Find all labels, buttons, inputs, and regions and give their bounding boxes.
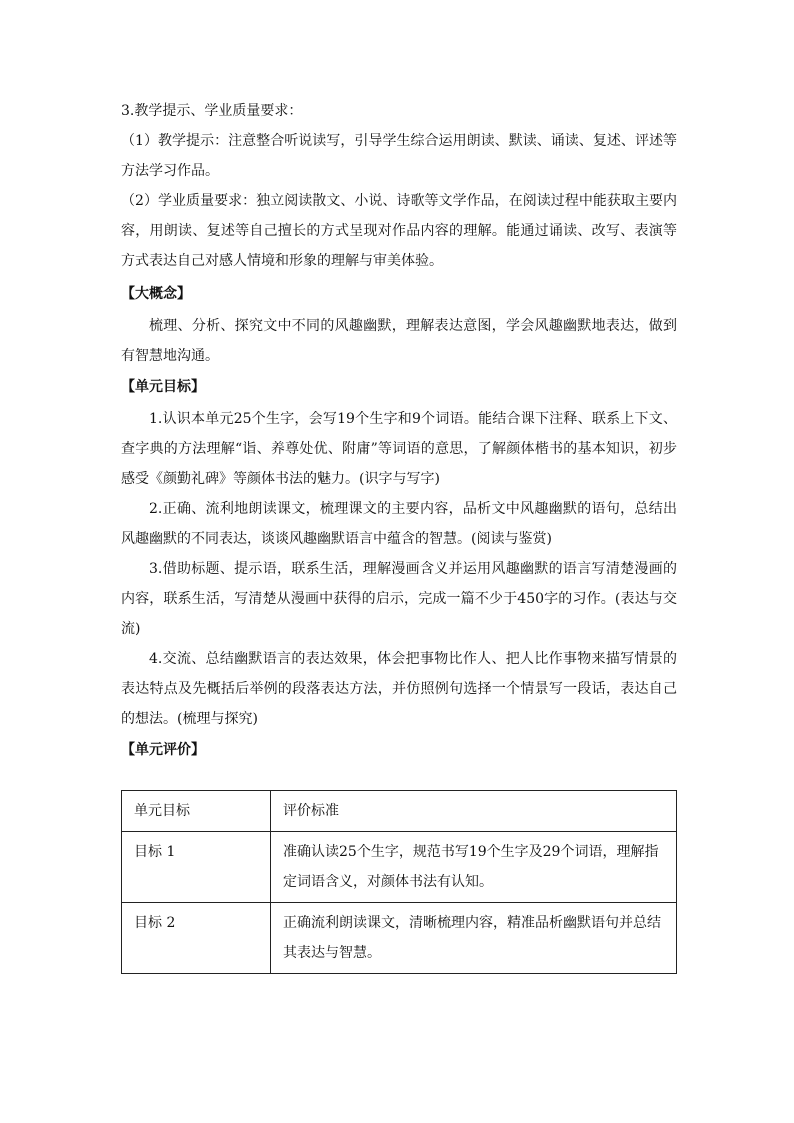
quality-requirements-paragraph: （2）学业质量要求：独立阅读散文、小说、诗歌等文学作品，在阅读过程中能获取主要内容，用朗读、复述等自己擅长的方式呈现对作品内容的理解。能通过诵读、改写、表演等方式表达自己对感人情境和形象的理解与审美体验。 xyxy=(121,193,677,269)
teaching-tips-paragraph: （1）教学提示：注意整合听说读写，引导学生综合运用朗读、默读、诵读、复述、评述等方法学习作品。 xyxy=(121,133,677,179)
table-header-cell: 单元目标 xyxy=(122,791,271,832)
table-cell: 准确认读25个生字，规范书写19个生字及29个词语，理解指定词语含义，对颜体书法有认知。 xyxy=(271,832,677,903)
section-3-title: 3.教学提示、学业质量要求： xyxy=(121,103,303,119)
document-page xyxy=(121,96,677,974)
unit-goal-item: 1.认识本单元25个生字，会写19个生字和9个词语。能结合课下注释、联系上下文、查字典的方法理解“诣、养尊处优、附庸”等词语的意思，了解颜体楷书的基本知识，初步感受《颜勤礼碑》等颜体书法的魅力。(识字与写字) xyxy=(121,411,677,487)
table-row xyxy=(122,903,677,974)
table-cell: 正确流利朗读课文，清晰梳理内容，精准品析幽默语句并总结其表达与智慧。 xyxy=(271,903,677,974)
unit-goal-item: 3.借助标题、提示语，联系生活，理解漫画含义并运用风趣幽默的语言写清楚漫画的内容，联系生活，写清楚从漫画中获得的启示，完成一篇不少于450字的习作。(表达与交流) xyxy=(121,561,677,637)
big-concept-heading: 【大概念】 xyxy=(121,286,191,302)
unit-goal-item: 4.交流、总结幽默语言的表达效果，体会把事物比作人、把人比作事物来描写情景的表达特点及先概括后举例的段落表达方法，并仿照例句选择一个情景写一段话，表达自己的想法。(梳理与探究) xyxy=(121,651,677,727)
unit-goals-heading: 【单元目标】 xyxy=(121,379,205,395)
unit-eval-table xyxy=(121,790,677,974)
unit-eval-heading: 【单元评价】 xyxy=(121,742,205,758)
table-row xyxy=(122,832,677,903)
table-header-cell: 评价标准 xyxy=(271,791,677,832)
big-concept-text: 梳理、分析、探究文中不同的风趣幽默，理解表达意图，学会风趣幽默地表达，做到有智慧地沟通。 xyxy=(121,318,677,364)
table-cell: 目标 2 xyxy=(122,903,271,974)
unit-eval-table-wrapper xyxy=(121,790,677,974)
table-cell: 目标 1 xyxy=(122,832,271,903)
unit-goal-item: 2.正确、流利地朗读课文，梳理课文的主要内容，品析文中风趣幽默的语句，总结出风趣幽默的不同表达，谈谈风趣幽默语言中蕴含的智慧。(阅读与鉴赏) xyxy=(121,501,677,547)
table-header-row xyxy=(122,791,677,832)
